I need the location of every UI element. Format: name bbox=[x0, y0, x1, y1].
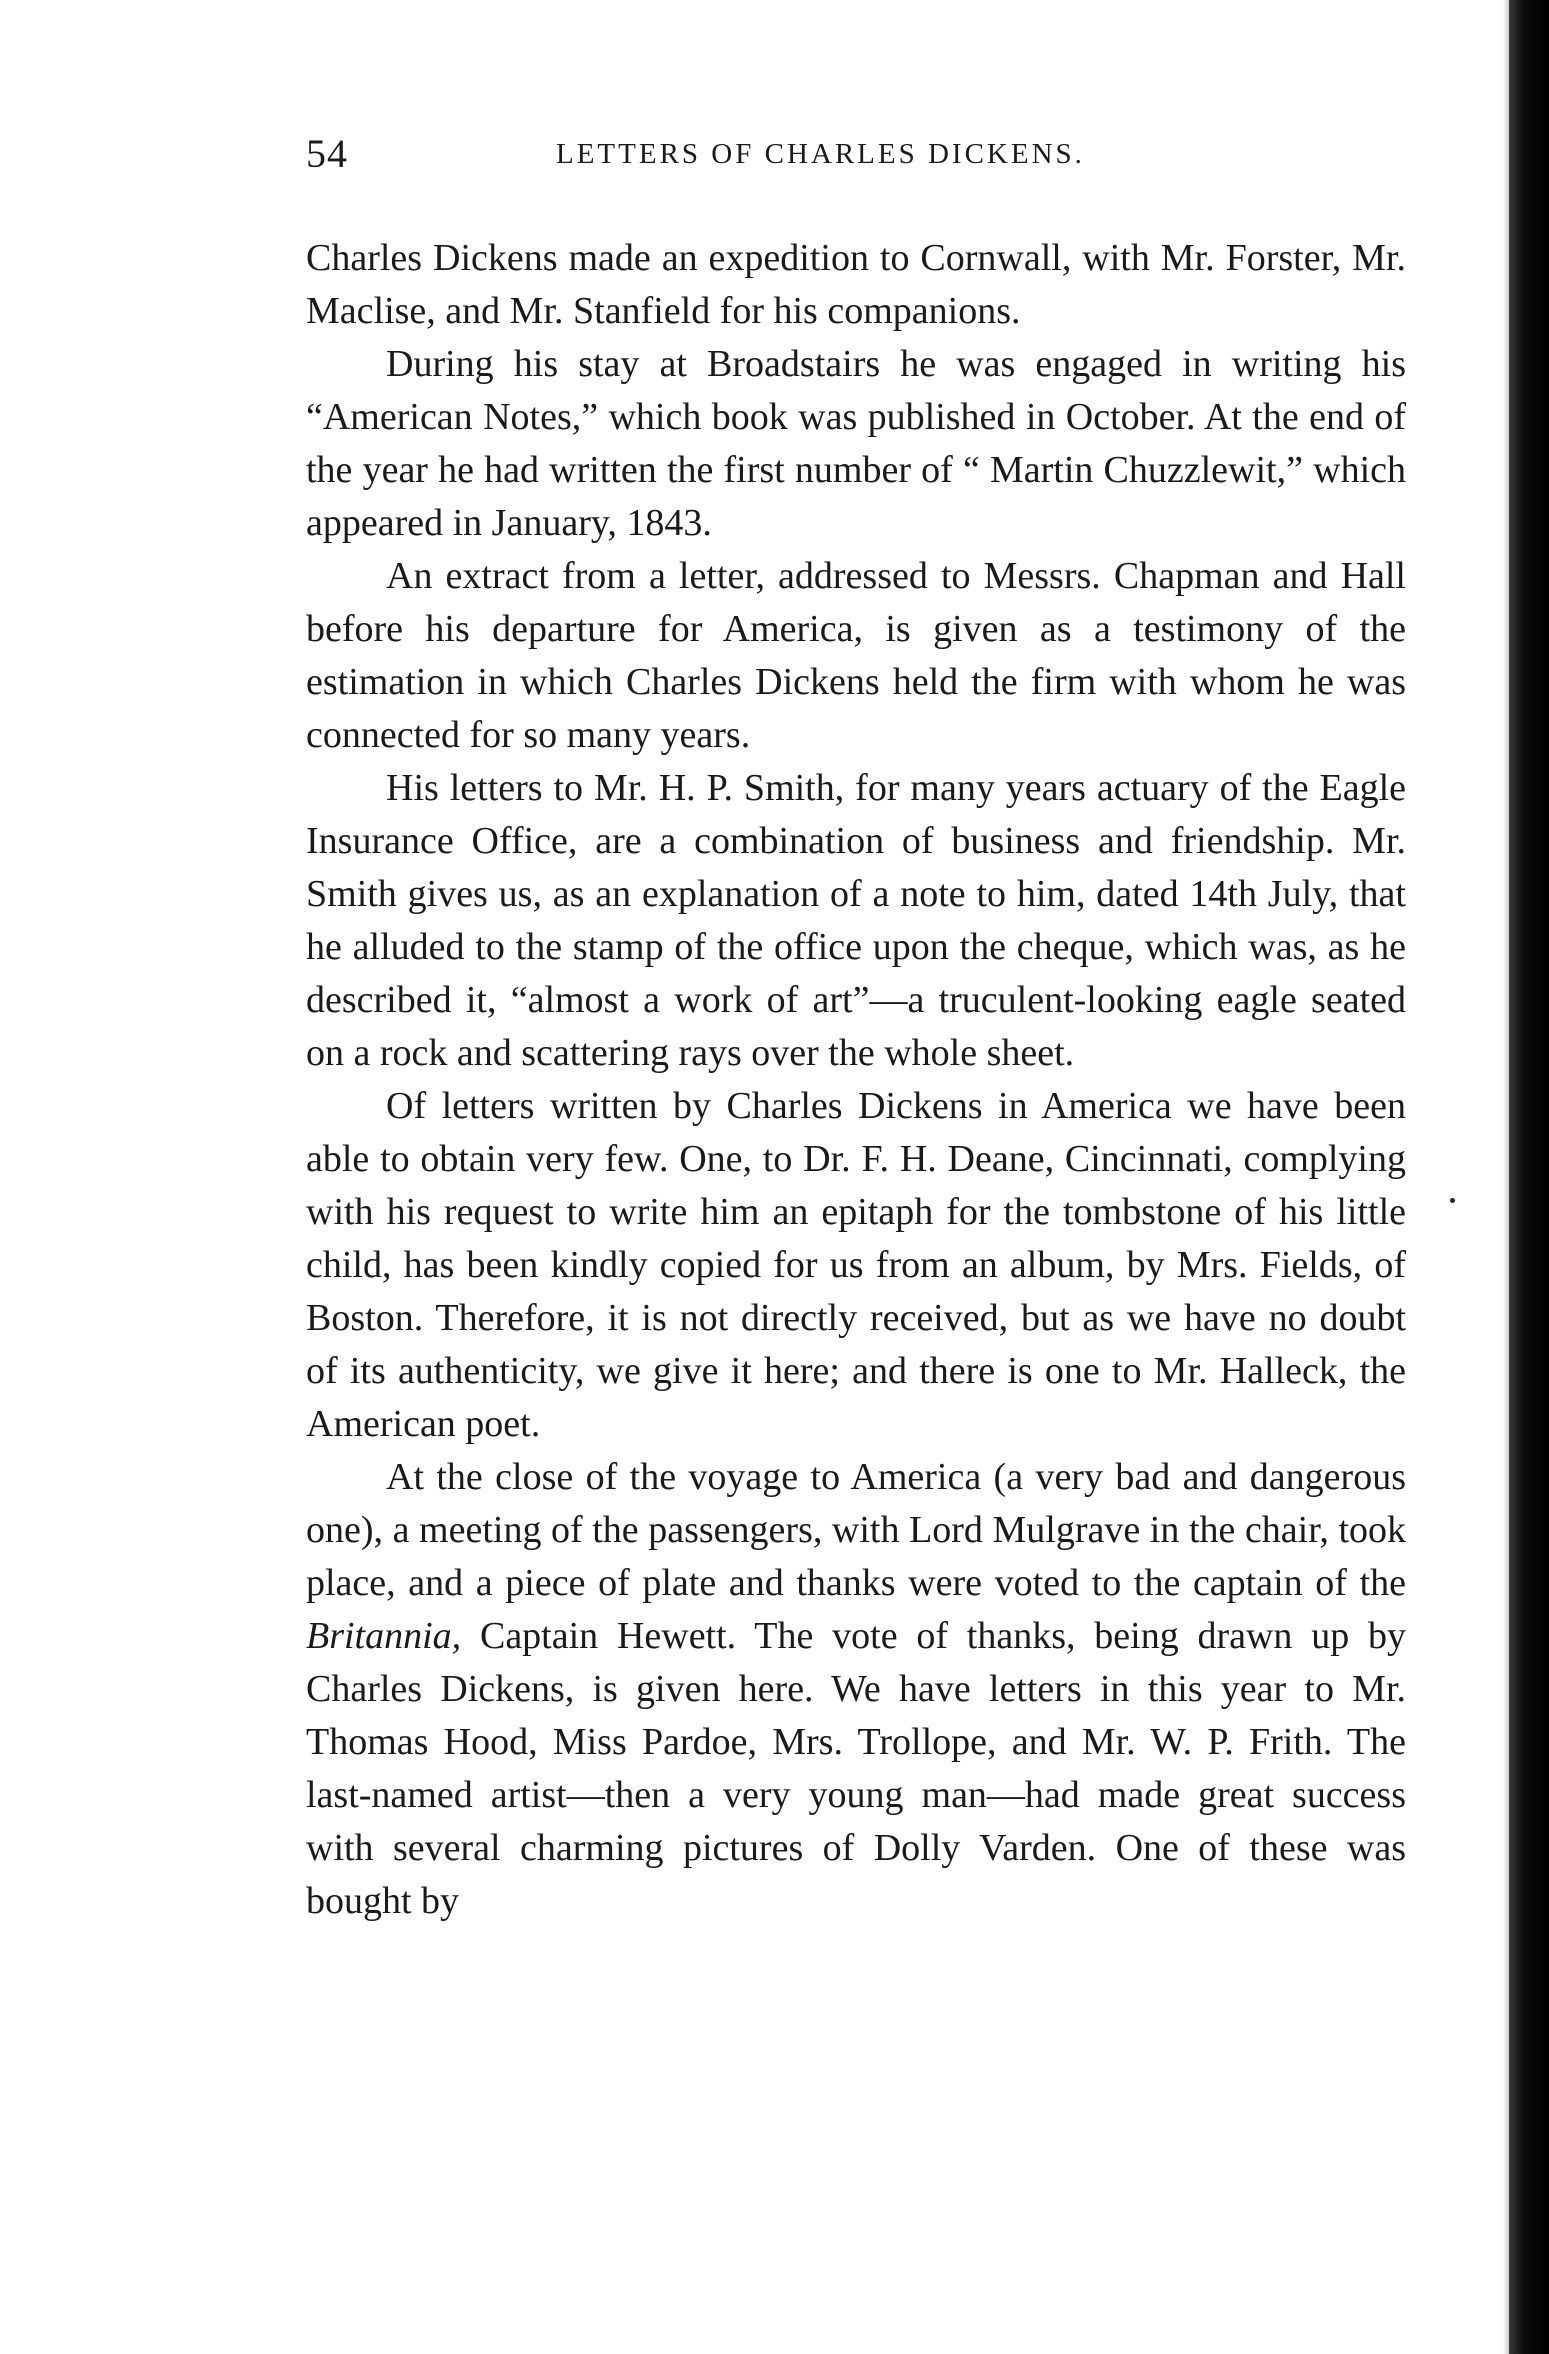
body-text bbox=[306, 232, 1406, 1928]
scan-binding-edge bbox=[1509, 0, 1549, 2354]
paragraph-hp-smith: His letters to Mr. H. P. Smith, for many years actuary of the Eagle Insurance Office, are a combination of business and friendship. Mr. Smith gives us, as an explanation of a note to him, dated 14th July, that he alluded to the stamp of the office upon the cheque, which was, as he described it, “almost a work of art”—a truculent-looking eagle seated on a rock and scattering rays over the whole sheet. bbox=[306, 767, 1406, 1074]
paragraph-broadstairs: During his stay at Broadstairs he was engaged in writing his “American Notes,” which book was published in October. At the end of the year he had written the first number of “ Martin Chuzzlewit,” which appeared in January, 1843. bbox=[306, 343, 1406, 544]
ink-speck bbox=[1450, 1198, 1455, 1203]
paragraph-voyage bbox=[306, 1451, 1406, 1928]
running-head: LETTERS OF CHARLES DICKENS. bbox=[556, 138, 1085, 170]
paragraph-cornwall: Charles Dickens made an expedition to Cornwall, with Mr. Forster, Mr. Maclise, and Mr. Stanfield for his companions. bbox=[306, 237, 1406, 332]
page-header bbox=[306, 130, 1398, 190]
ship-name-britannia: Britannia, bbox=[306, 1615, 462, 1657]
page-number: 54 bbox=[306, 131, 348, 176]
paragraph-letters-from-america: Of letters written by Charles Dickens in America we have been able to obtain very few. One, to Dr. F. H. Deane, Cincinnati, complying with his request to write him an epitaph for the tombstone of his little child, has been kindly copied for us from an album, by Mrs. Fields, of Boston. Therefore, it is not directly received, but as we have no doubt of its authenticity, we give it here; and there is one to Mr. Halleck, the American poet. bbox=[306, 1085, 1406, 1445]
paragraph-voyage-text-start: At the close of the voyage to America (a very bad and dangerous one), a meeting of the passengers, with Lord Mulgrave in the chair, took place, and a piece of plate and thanks were voted to the captain of the bbox=[306, 1456, 1406, 1604]
paragraph-chapman-and-hall: An extract from a letter, addressed to Messrs. Chapman and Hall before his departure for America, is given as a testimony of the estimation in which Charles Dickens held the firm with whom he was connected for so many years. bbox=[306, 555, 1406, 756]
paragraph-voyage-text-end: Captain Hewett. The vote of thanks, being drawn up by Charles Dickens, is given here. We have letters in this year to Mr. Thomas Hood, Miss Pardoe, Mrs. Trollope, and Mr. W. P. Frith. The last-named artist—then a very young man—had made great success with several charming pictures of Dolly Varden. One of these was bought by bbox=[306, 1615, 1406, 1922]
